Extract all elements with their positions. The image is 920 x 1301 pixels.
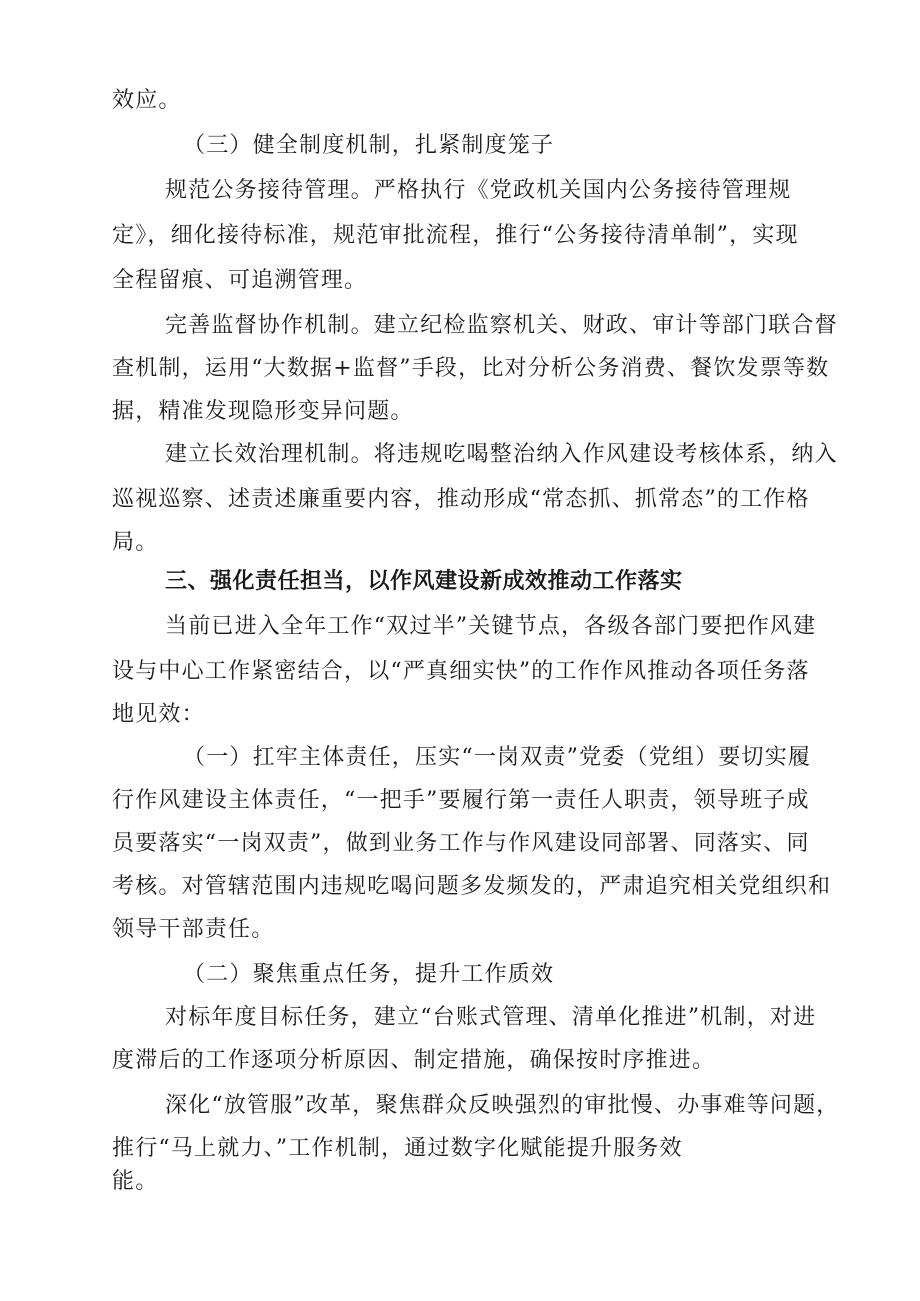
text-line: 员要落实“一岗双责”，做到业务工作与作风建设同部署、同落实、同	[112, 831, 810, 856]
text-line: 据，精准发现隐形变异问题。	[112, 399, 414, 424]
text-line: 局。	[112, 530, 159, 555]
text-line: 全程留痕、可追溯管理。	[112, 268, 368, 293]
text-line: 巡视巡察、述责述廉重要内容，推动形成“常态抓、抓常态”的工作格	[112, 487, 810, 512]
text-line: 对标年度目标任务，建立“台账式管理、清单化推进”机制，对进	[165, 1005, 817, 1030]
text-line: 深化“放管服”改革，聚焦群众反映强烈的审批慢、办事难等问题，	[165, 1093, 840, 1118]
text-line: 建立长效治理机制。将违规吃喝整治纳入作风建设考核体系，纳入	[165, 442, 838, 467]
text-line: 完善监督协作机制。建立纪检监察机关、财政、审计等部门联合督	[165, 313, 838, 338]
subsection-heading: （二）聚焦重点任务，提升工作质效	[183, 962, 555, 987]
text-line: 能。	[112, 1169, 159, 1194]
text-line: 效应。	[112, 88, 182, 113]
text-line: 考核。对管辖范围内违规吃喝问题多发频发的，严肃追究相关党组织和	[112, 874, 832, 899]
text-line: 规范公务接待管理。严格执行《党政机关国内公务接待管理规	[165, 178, 792, 203]
text-line: 行作风建设主体责任，“一把手”要履行第一责任人职责，领导班子成	[112, 788, 810, 813]
text-line: 查机制，运用“大数据+监督”手段，比对分析公务消费、餐饮发票等数	[112, 356, 830, 381]
text-line: 度滞后的工作逐项分析原因、制定措施，确保按时序推进。	[112, 1048, 716, 1073]
text-line: 领导干部责任。	[112, 917, 275, 942]
text-line: 当前已进入全年工作“双过半”关键节点，各级各部门要把作风建	[165, 614, 817, 639]
subsection-heading: （三）健全制度机制，扎紧制度笼子	[183, 133, 555, 158]
text-line: （一）扛牢主体责任，压实“一岗双责”党委（党组）要切实履	[183, 745, 812, 770]
text-line: 推行“马上就力、”工作机制，通过数字化赋能提升服务效	[112, 1136, 683, 1161]
text-line: 设与中心工作紧密结合，以“严真细实快”的工作作风推动各项任务落	[112, 659, 810, 684]
text-line: 定》，细化接待标准，规范审批流程，推行“公务接待清单制”，实现	[112, 223, 799, 248]
section-heading: 三、强化责任担当，以作风建设新成效推动工作落实	[165, 569, 683, 594]
text-line: 地见效：	[112, 702, 205, 727]
